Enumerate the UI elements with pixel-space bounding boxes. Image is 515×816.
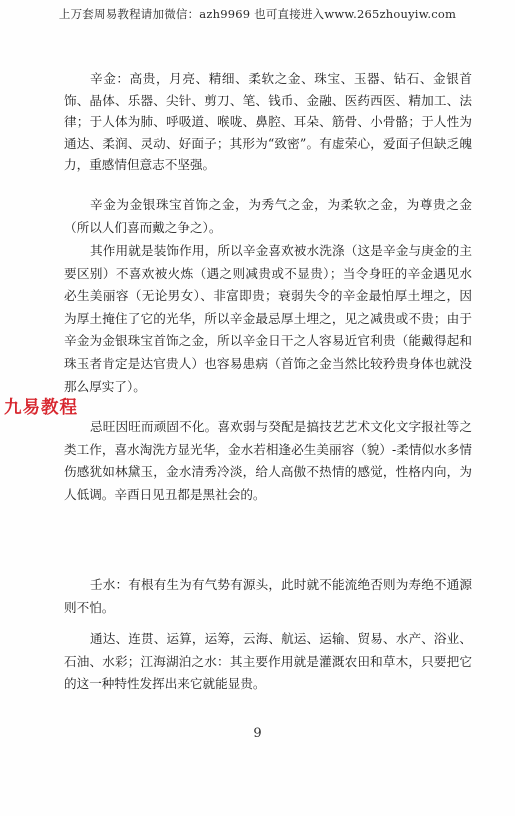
watermark-logo: 九易教程 [4, 398, 78, 418]
paragraph-xinjin-function: 其作用就是装饰作用，所以辛金喜欢被水洗涤（这是辛金与庚金的主要区别）不喜欢被火炼（遇之则减贵或不显贵）；当令身旺的辛金遇见水必生美丽容（无论男女）、非富即贵；衰弱失令的辛金最怕厚土埋之，因为厚土掩住了它的光华，所以辛金最忌厚土埋之，见之减贵或不贵；由于辛金为金银珠宝首饰之金，所以辛金日干之人容易近官利贵（能戴得起和珠玉者肯定是达官贵人）也容易患病（首饰之金当然比较矜贵身体也就没那么厚实了）。 [64, 243, 472, 394]
paragraph-xinjin-nature: 辛金为金银珠宝首饰之金，为秀气之金，为柔软之金，为尊贵之金（所以人们喜而戴之争之）。 [64, 197, 472, 235]
paragraph-xinjin-definition: 辛金：高贵，月亮、精细、柔软之金、珠宝、玉器、钻石、金银首饰、晶体、乐器、尖针、剪刀、笔、钱币、金融、医药西医、精加工、法律；于人体为肺、呼吸道、喉咙、鼻腔、耳朵、筋骨、小骨骼；于人性为通达、柔润、灵动、好面子；其形为“致密”。有虚荣心，爱面子但缺乏魄力，重感情但意志不坚强。 [64, 71, 472, 173]
page-header: 上万套周易教程请加微信：azh9969 也可直接进入www.265zhouyiw.com [58, 7, 457, 21]
paragraph-renshui-function: 通达、连贯、运算，运筹，云海、航运、运输、贸易、水产、浴业、石油、水彩；江海湖泊之水：其主要作用就是灌溉农田和草木，只要把它的这一种特性发挥出来它就能显贵。 [64, 631, 472, 692]
page-number: 9 [253, 726, 262, 741]
paragraph-xinjin-traits: 忌旺因旺而顽固不化。喜欢弱与癸配是搞技艺艺术文化文字报社等之类工作，喜水淘洗方显光华，金水若相逢必生美丽容（貌）-柔情似水多情伤感犹如林黛玉，金水清秀冷淡，给人高傲不热情的感觉，性格内向，为人低调。辛酉日见丑都是黑社会的。 [64, 419, 472, 502]
paragraph-renshui-definition: 壬水：有根有生为有气势有源头，此时就不能流绝否则为寿绝不通源则不怕。 [64, 577, 472, 615]
